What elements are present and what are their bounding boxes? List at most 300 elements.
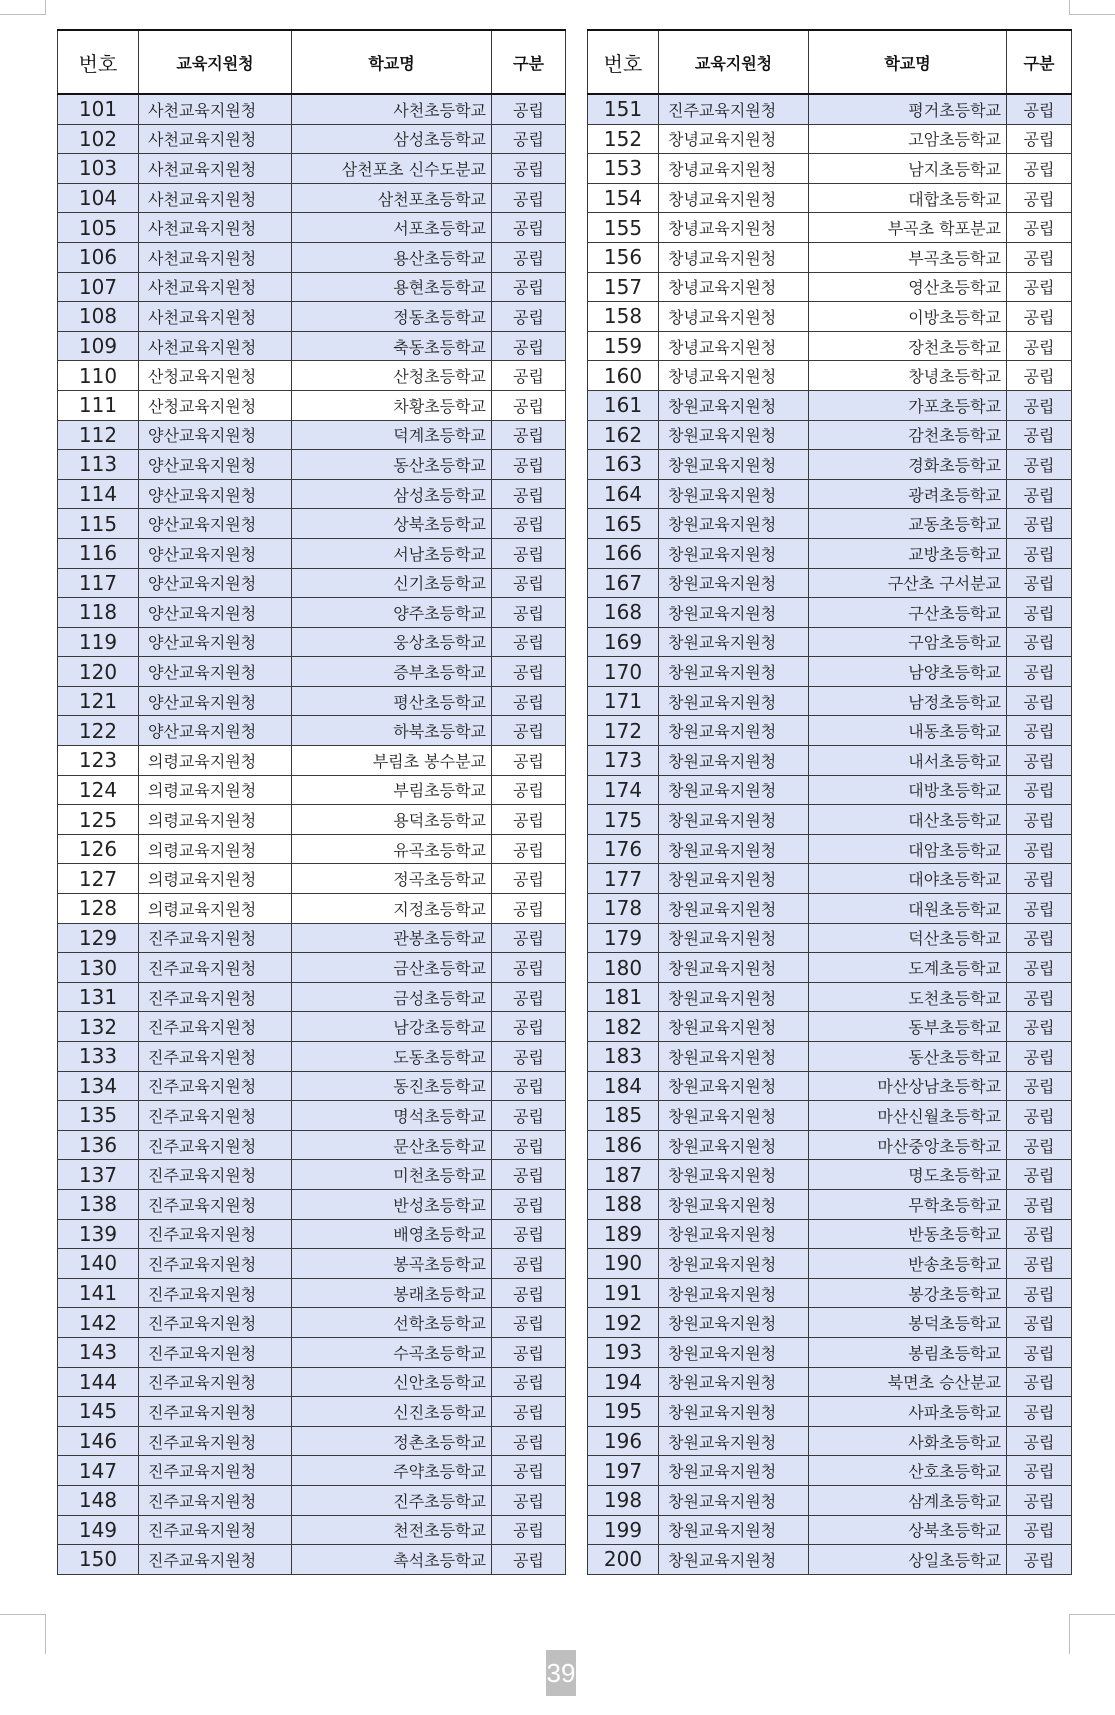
row-type: 공립 [492,420,566,450]
row-school: 창녕초등학교 [809,361,1007,391]
table-row [588,982,1072,1012]
row-office: 진주교육지원청 [139,1160,292,1190]
row-type: 공립 [492,1130,566,1160]
table-row [588,864,1072,894]
row-type: 공립 [1007,1278,1072,1308]
row-school: 하북초등학교 [292,716,492,746]
row-school: 산청초등학교 [292,361,492,391]
row-office: 사천교육지원청 [139,302,292,332]
row-number: 115 [58,509,139,539]
row-school: 덕계초등학교 [292,420,492,450]
table-row [588,1278,1072,1308]
row-office: 사천교육지원청 [139,94,292,124]
row-school: 사파초등학교 [809,1397,1007,1427]
row-type: 공립 [1007,834,1072,864]
row-school: 서남초등학교 [292,538,492,568]
row-type: 공립 [1007,390,1072,420]
row-number: 142 [58,1308,139,1338]
row-school: 정곡초등학교 [292,864,492,894]
table-row [58,1042,566,1072]
table-row [58,1101,566,1131]
row-office: 창원교육지원청 [659,1426,809,1456]
row-school: 부림초등학교 [292,775,492,805]
row-type: 공립 [492,657,566,687]
row-number: 122 [58,716,139,746]
row-school: 정동초등학교 [292,302,492,332]
table-row [58,1219,566,1249]
crop-mark [0,1614,46,1615]
table-row [58,746,566,776]
row-office: 진주교육지원청 [139,1130,292,1160]
table-row [58,538,566,568]
table-row [588,124,1072,154]
row-number: 193 [588,1337,659,1367]
row-number: 149 [58,1515,139,1545]
row-school: 대암초등학교 [809,834,1007,864]
row-type: 공립 [1007,716,1072,746]
row-school: 경화초등학교 [809,450,1007,480]
row-office: 양산교육지원청 [139,716,292,746]
row-type: 공립 [492,568,566,598]
table-row [588,1071,1072,1101]
row-school: 선학초등학교 [292,1308,492,1338]
row-school: 반성초등학교 [292,1189,492,1219]
row-school: 봉곡초등학교 [292,1249,492,1279]
table-row [588,1101,1072,1131]
row-number: 113 [58,450,139,480]
row-number: 199 [588,1515,659,1545]
table-row [588,1042,1072,1072]
row-office: 창원교육지원청 [659,1219,809,1249]
row-office: 산청교육지원청 [139,390,292,420]
row-number: 124 [58,775,139,805]
row-school: 봉강초등학교 [809,1278,1007,1308]
table-row [58,1367,566,1397]
row-number: 139 [58,1219,139,1249]
row-office: 창원교육지원청 [659,657,809,687]
row-school: 내동초등학교 [809,716,1007,746]
crop-mark [0,14,46,15]
row-school: 웅상초등학교 [292,627,492,657]
row-type: 공립 [1007,1456,1072,1486]
table-row [588,272,1072,302]
row-number: 141 [58,1278,139,1308]
row-school: 삼천포초 신수도분교 [292,154,492,184]
row-type: 공립 [492,775,566,805]
row-office: 창원교육지원청 [659,1308,809,1338]
row-type: 공립 [492,213,566,243]
row-type: 공립 [492,686,566,716]
row-school: 신기초등학교 [292,568,492,598]
table-row [58,982,566,1012]
table-row [58,154,566,184]
row-office: 진주교육지원청 [139,1485,292,1515]
row-number: 171 [588,686,659,716]
row-type: 공립 [1007,272,1072,302]
row-type: 공립 [1007,1249,1072,1279]
row-number: 128 [58,894,139,924]
row-school: 금성초등학교 [292,982,492,1012]
row-office: 양산교육지원청 [139,657,292,687]
row-office: 창원교육지원청 [659,598,809,628]
row-type: 공립 [1007,1042,1072,1072]
table-row [58,479,566,509]
row-office: 양산교육지원청 [139,509,292,539]
row-type: 공립 [492,1397,566,1427]
row-type: 공립 [1007,1071,1072,1101]
table-row [58,805,566,835]
row-type: 공립 [492,1160,566,1190]
row-type: 공립 [1007,1012,1072,1042]
row-type: 공립 [1007,213,1072,243]
row-office: 창녕교육지원청 [659,124,809,154]
table-row [588,894,1072,924]
row-number: 153 [588,154,659,184]
row-number: 195 [588,1397,659,1427]
row-type: 공립 [492,1249,566,1279]
row-office: 창원교육지원청 [659,953,809,983]
row-school: 교동초등학교 [809,509,1007,539]
table-row [588,1456,1072,1486]
table-header-row [58,30,566,94]
row-school: 대산초등학교 [809,805,1007,835]
row-office: 창녕교육지원청 [659,272,809,302]
row-number: 169 [588,627,659,657]
row-number: 197 [588,1456,659,1486]
table-row [588,1337,1072,1367]
table-row [588,834,1072,864]
table-row [588,657,1072,687]
row-school: 천전초등학교 [292,1515,492,1545]
row-school: 용덕초등학교 [292,805,492,835]
row-school: 미천초등학교 [292,1160,492,1190]
row-school: 용산초등학교 [292,242,492,272]
table-row [58,1456,566,1486]
row-type: 공립 [492,716,566,746]
table-row [588,183,1072,213]
row-school: 부림초 봉수분교 [292,746,492,776]
row-school: 삼계초등학교 [809,1485,1007,1515]
row-office: 진주교육지원청 [139,1071,292,1101]
row-school: 신안초등학교 [292,1367,492,1397]
table-row [58,1189,566,1219]
row-number: 138 [58,1189,139,1219]
table-row [588,805,1072,835]
row-type: 공립 [1007,805,1072,835]
table-row [588,1012,1072,1042]
row-office: 창녕교육지원청 [659,213,809,243]
row-office: 양산교육지원청 [139,450,292,480]
row-number: 160 [588,361,659,391]
row-number: 117 [58,568,139,598]
row-office: 의령교육지원청 [139,805,292,835]
row-school: 동산초등학교 [292,450,492,480]
table-row [588,953,1072,983]
row-office: 진주교육지원청 [139,1456,292,1486]
row-type: 공립 [1007,1426,1072,1456]
row-number: 175 [588,805,659,835]
table-row [58,242,566,272]
row-office: 진주교육지원청 [139,1042,292,1072]
table-row [588,420,1072,450]
table-row [58,1071,566,1101]
row-office: 창원교육지원청 [659,805,809,835]
row-school: 대원초등학교 [809,894,1007,924]
row-office: 진주교육지원청 [139,1426,292,1456]
row-number: 164 [588,479,659,509]
row-type: 공립 [492,834,566,864]
row-number: 172 [588,716,659,746]
table-row [588,598,1072,628]
row-office: 창원교육지원청 [659,923,809,953]
table-row [588,923,1072,953]
row-number: 183 [588,1042,659,1072]
table-row [58,568,566,598]
row-school: 마산신월초등학교 [809,1101,1007,1131]
row-type: 공립 [1007,509,1072,539]
row-office: 진주교육지원청 [139,1189,292,1219]
row-office: 사천교육지원청 [139,124,292,154]
row-number: 178 [588,894,659,924]
row-number: 191 [588,1278,659,1308]
row-number: 152 [588,124,659,154]
row-number: 167 [588,568,659,598]
row-type: 공립 [492,361,566,391]
row-school: 관봉초등학교 [292,923,492,953]
row-school: 평거초등학교 [809,94,1007,124]
row-type: 공립 [1007,420,1072,450]
row-office: 창원교육지원청 [659,894,809,924]
row-number: 159 [588,331,659,361]
row-type: 공립 [1007,1515,1072,1545]
table-row [58,1130,566,1160]
table-row [588,627,1072,657]
row-school: 부곡초 학포분교 [809,213,1007,243]
row-office: 진주교육지원청 [659,94,809,124]
row-school: 증부초등학교 [292,657,492,687]
table-row [58,1160,566,1190]
row-type: 공립 [1007,450,1072,480]
row-school: 반송초등학교 [809,1249,1007,1279]
row-office: 창녕교육지원청 [659,183,809,213]
row-number: 186 [588,1130,659,1160]
table-row [58,302,566,332]
row-school: 수곡초등학교 [292,1337,492,1367]
row-office: 진주교육지원청 [139,1278,292,1308]
row-type: 공립 [492,923,566,953]
row-school: 상일초등학교 [809,1545,1007,1575]
row-type: 공립 [1007,1101,1072,1131]
row-type: 공립 [1007,657,1072,687]
row-office: 진주교육지원청 [139,982,292,1012]
table-row [588,242,1072,272]
row-school: 부곡초등학교 [809,242,1007,272]
table-row [588,361,1072,391]
row-office: 양산교육지원청 [139,568,292,598]
crop-mark [1069,1614,1115,1615]
row-school: 고암초등학교 [809,124,1007,154]
row-school: 봉덕초등학교 [809,1308,1007,1338]
row-number: 101 [58,94,139,124]
row-number: 130 [58,953,139,983]
row-type: 공립 [1007,154,1072,184]
row-office: 창원교육지원청 [659,1071,809,1101]
school-table-left [57,29,566,1575]
row-school: 대합초등학교 [809,183,1007,213]
row-type: 공립 [1007,94,1072,124]
row-school: 무학초등학교 [809,1189,1007,1219]
row-school: 마산중앙초등학교 [809,1130,1007,1160]
table-row [58,657,566,687]
table-row [58,361,566,391]
row-number: 198 [588,1485,659,1515]
row-office: 창원교육지원청 [659,1160,809,1190]
row-type: 공립 [1007,1130,1072,1160]
row-type: 공립 [492,1101,566,1131]
table-row [58,213,566,243]
table-row [588,1189,1072,1219]
row-type: 공립 [492,864,566,894]
row-office: 창원교육지원청 [659,420,809,450]
row-type: 공립 [492,1308,566,1338]
row-type: 공립 [492,183,566,213]
table-row [58,124,566,154]
row-type: 공립 [492,272,566,302]
row-school: 남양초등학교 [809,657,1007,687]
row-school: 도천초등학교 [809,982,1007,1012]
table-row [58,1426,566,1456]
table-row [58,1397,566,1427]
row-school: 양주초등학교 [292,598,492,628]
crop-mark [45,1614,46,1654]
row-number: 163 [588,450,659,480]
row-office: 진주교육지원청 [139,1012,292,1042]
row-school: 구산초등학교 [809,598,1007,628]
row-type: 공립 [1007,124,1072,154]
row-office: 창원교육지원청 [659,1012,809,1042]
row-type: 공립 [1007,331,1072,361]
row-office: 양산교육지원청 [139,627,292,657]
row-type: 공립 [1007,953,1072,983]
row-number: 179 [588,923,659,953]
row-number: 185 [588,1101,659,1131]
row-type: 공립 [492,124,566,154]
row-school: 명도초등학교 [809,1160,1007,1190]
row-type: 공립 [492,953,566,983]
row-school: 남정초등학교 [809,686,1007,716]
row-school: 교방초등학교 [809,538,1007,568]
table-row [58,686,566,716]
row-type: 공립 [1007,1160,1072,1190]
row-school: 동진초등학교 [292,1071,492,1101]
row-school: 구암초등학교 [809,627,1007,657]
row-office: 창원교육지원청 [659,538,809,568]
row-type: 공립 [492,1456,566,1486]
row-type: 공립 [1007,1545,1072,1575]
row-number: 168 [588,598,659,628]
row-office: 산청교육지원청 [139,361,292,391]
row-office: 진주교육지원청 [139,1397,292,1427]
row-office: 양산교육지원청 [139,420,292,450]
row-number: 148 [58,1485,139,1515]
table-row [588,1308,1072,1338]
table-row [58,1337,566,1367]
row-type: 공립 [492,1278,566,1308]
row-type: 공립 [492,1426,566,1456]
row-number: 112 [58,420,139,450]
row-office: 사천교육지원청 [139,183,292,213]
row-number: 109 [58,331,139,361]
row-type: 공립 [1007,894,1072,924]
row-school: 도동초등학교 [292,1042,492,1072]
row-school: 정촌초등학교 [292,1426,492,1456]
row-number: 121 [58,686,139,716]
header-number: 번호 [58,30,139,94]
table-row [588,568,1072,598]
row-number: 170 [588,657,659,687]
page-number: 39 [546,1650,576,1696]
row-type: 공립 [1007,568,1072,598]
row-type: 공립 [492,538,566,568]
row-type: 공립 [492,746,566,776]
header-office: 교육지원청 [139,30,292,94]
table-row [58,834,566,864]
row-office: 의령교육지원청 [139,746,292,776]
row-number: 165 [588,509,659,539]
table-row [58,1308,566,1338]
table-row [588,1249,1072,1279]
row-number: 154 [588,183,659,213]
row-type: 공립 [492,598,566,628]
row-number: 145 [58,1397,139,1427]
row-school: 상북초등학교 [292,509,492,539]
row-number: 162 [588,420,659,450]
row-school: 덕산초등학교 [809,923,1007,953]
row-school: 배영초등학교 [292,1219,492,1249]
row-office: 창녕교육지원청 [659,361,809,391]
table-row [588,1160,1072,1190]
row-number: 150 [58,1545,139,1575]
table-row [58,627,566,657]
table-row [588,1219,1072,1249]
header-type: 구분 [492,30,566,94]
row-office: 의령교육지원청 [139,864,292,894]
table-row [588,716,1072,746]
row-type: 공립 [1007,361,1072,391]
row-number: 147 [58,1456,139,1486]
row-number: 166 [588,538,659,568]
row-type: 공립 [1007,864,1072,894]
table-row [588,1130,1072,1160]
row-type: 공립 [492,479,566,509]
row-number: 118 [58,598,139,628]
row-number: 110 [58,361,139,391]
row-type: 공립 [492,509,566,539]
row-type: 공립 [1007,627,1072,657]
row-school: 봉래초등학교 [292,1278,492,1308]
table-row [588,1397,1072,1427]
row-number: 107 [58,272,139,302]
row-school: 반동초등학교 [809,1219,1007,1249]
row-type: 공립 [492,1337,566,1367]
row-type: 공립 [1007,479,1072,509]
row-school: 진주초등학교 [292,1485,492,1515]
row-type: 공립 [1007,1189,1072,1219]
row-number: 103 [58,154,139,184]
row-type: 공립 [492,94,566,124]
table-row [58,331,566,361]
row-office: 창녕교육지원청 [659,154,809,184]
